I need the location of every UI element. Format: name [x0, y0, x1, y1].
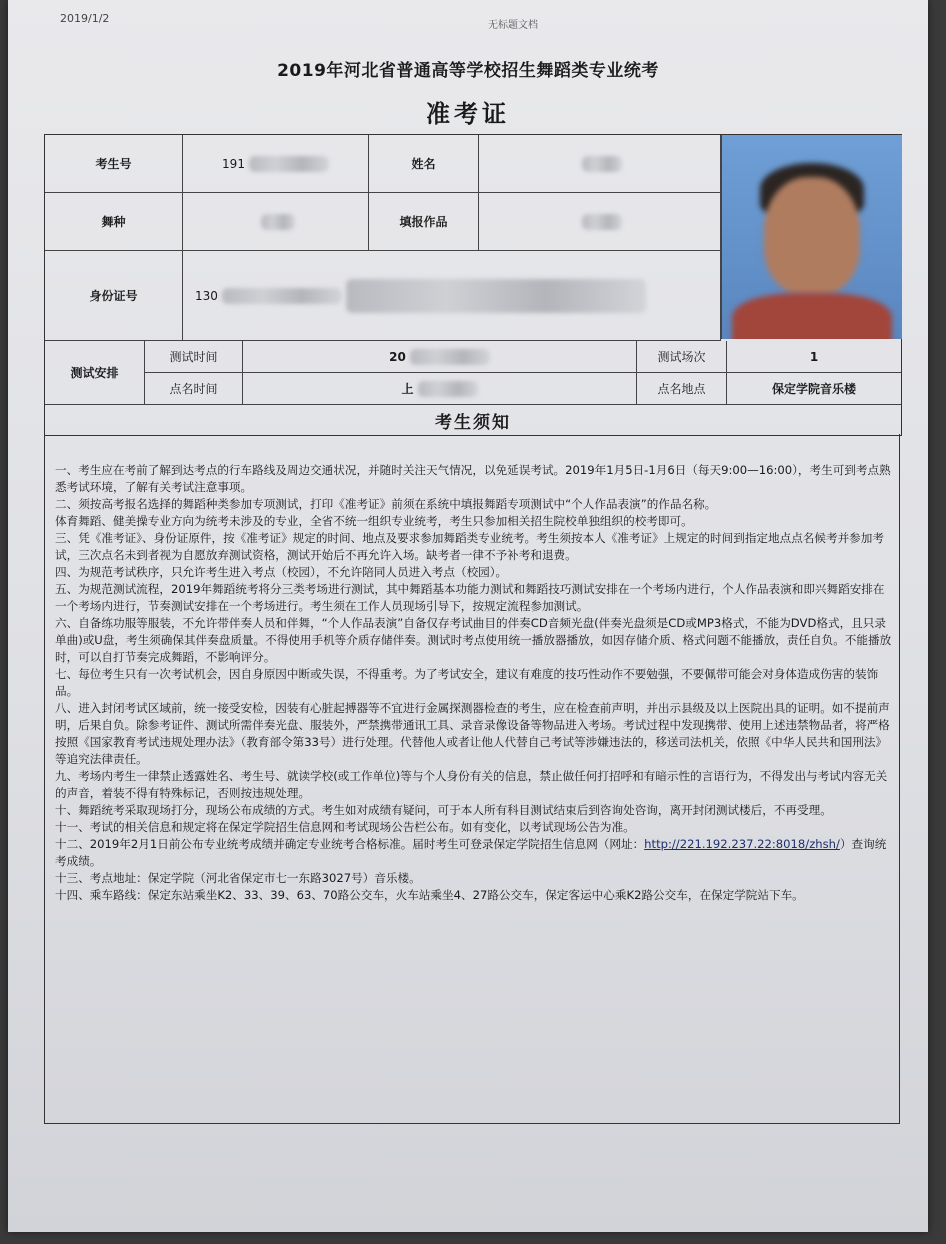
document-subtitle: 准考证	[426, 100, 510, 128]
redaction-blur	[582, 156, 622, 172]
test-time-text: 20	[389, 349, 406, 364]
roll-time-text: 上	[401, 382, 414, 396]
notice-item: 十三、考点地址：保定学院（河北省保定市七一东路3027号）音乐楼。	[55, 871, 421, 885]
notice-item: 十四、乘车路线：保定东站乘坐K2、33、39、63、70路公交车，火车站乘坐4、27路公交车，保定客运中心乘K2路公交车，在保定学院站下车。	[55, 888, 804, 902]
notice-item	[55, 836, 895, 870]
header-date: 2019/1/2	[60, 12, 110, 25]
name-value	[479, 135, 721, 193]
notice-title: 考生须知	[435, 412, 511, 433]
redaction-blur	[249, 156, 329, 172]
notice-item: 二、须按高考报名选择的舞蹈种类参加专项测试，打印《准考证》前须在系统中填报舞蹈专项测试中“个人作品表演”的作品名称。	[55, 497, 717, 511]
works-label: 填报作品	[369, 193, 479, 251]
redaction-blur	[410, 349, 490, 365]
notice-item: 四、为规范考试秩序，只允许考生进入考点（校园），不允许陪同人员进入考点（校园）。	[55, 565, 508, 579]
notice-item: 八、进入封闭考试区域前，统一接受安检，因装有心脏起搏器等不宜进行金属探测器检查的考生，应在检查前声明，并出示县级及以上医院出具的证明。如不提前声明，后果自负。除参考证件、测试所需伴奏光盘、服装外，严禁携带通讯工具、录音录像设备等物品进入考场。考试过程中发现携带、使用上述违禁物品者，将严格按照《国家教育考试违规处理办法》（教育部令第33号）进行处理。代替他人或者让他人代替自己考试等涉嫌违法的，移送司法机关，依照《中华人民共和国刑法》等追究法律责任。	[55, 701, 890, 766]
redaction-blur	[418, 381, 478, 397]
redaction-blur	[222, 288, 342, 304]
notice-item: 体育舞蹈、健美操专业方向为统考未涉及的专业，全省不统一组织专业统考，考生只参加相关招生院校单独组织的校考即可。	[55, 514, 693, 528]
document-title: 2019年河北省普通高等学校招生舞蹈类专业统考	[277, 61, 659, 81]
test-time-label: 测试时间	[145, 341, 243, 373]
id-value	[183, 251, 721, 341]
photo-face	[764, 177, 860, 295]
works-value	[479, 193, 721, 251]
redaction-blur	[261, 214, 295, 230]
session-label: 测试场次	[637, 341, 727, 373]
roll-place-value: 保定学院音乐楼	[727, 373, 901, 405]
roll-time-label: 点名时间	[145, 373, 243, 405]
candidate-photo	[721, 135, 902, 339]
admission-ticket-page	[8, 0, 928, 1232]
notice-item: 五、为规范测试流程，2019年舞蹈统考将分三类考场进行测试，其中舞蹈基本功能力测试和舞蹈技巧测试安排在一个考场内进行，个人作品表演和即兴舞蹈安排在一个考场内进行，节奏测试安排在一个考场进行。考生须在工作人员现场引导下，按规定流程参加测试。	[55, 582, 885, 613]
roll-time-value	[243, 373, 637, 405]
schedule-label: 测试安排	[45, 341, 145, 405]
header-doc-name: 无标题文档	[488, 20, 538, 31]
notice-item-suffix: ）查询统考成绩。	[55, 837, 887, 868]
notice-item: 七、每位考生只有一次考试机会，因自身原因中断或失误，不得重考。为了考试安全，建议有难度的技巧性动作不要勉强，不要佩带可能会对身体造成伤害的装饰品。	[55, 667, 879, 698]
notice-item: 十一、考试的相关信息和规定将在保定学院招生信息网和考试现场公告栏公布。如有变化，以考试现场公告为准。	[55, 820, 635, 834]
notice-item: 三、凭《准考证》、身份证原件，按《准考证》规定的时间、地点及要求参加舞蹈类专业统考。考生须按本人《准考证》上规定的时间到指定地点点名候考并参加考试，三次点名未到者视为自愿放弃测试资格，测试开始后不再允许入场。缺考者一律不予补考和退费。	[55, 531, 884, 562]
exam-no-text: 191	[222, 156, 245, 171]
dance-type-label: 舞种	[45, 193, 183, 251]
notice-body	[55, 462, 895, 904]
exam-no-value	[183, 135, 369, 193]
dance-type-value	[183, 193, 369, 251]
redaction-blur	[582, 214, 622, 230]
notice-section	[44, 434, 900, 1124]
id-label: 身份证号	[45, 251, 183, 341]
session-value: 1	[727, 341, 901, 373]
notice-item: 一、考生应在考前了解到达考点的行车路线及周边交通状况，并随时关注天气情况，以免延误考试。2019年1月5日-1月6日（每天9:00—16:00），考生可到考点熟悉考试环境，了解有关考试注意事项。	[55, 463, 891, 494]
roll-place-label: 点名地点	[637, 373, 727, 405]
photo-shirt	[732, 293, 892, 339]
notice-item-text: 十二、2019年2月1日前公布专业统考成绩并确定专业统考合格标准。届时考生可登录保定学院招生信息网（网址：	[55, 837, 645, 851]
name-label: 姓名	[369, 135, 479, 193]
notice-item: 十、舞蹈统考采取现场打分，现场公布成绩的方式。考生如对成绩有疑问，可于本人所有科目测试结束后到咨询处咨询，离开封闭测试楼后，不再受理。	[55, 803, 832, 817]
id-text: 130	[195, 288, 218, 303]
score-query-link[interactable]: http://221.192.237.22:8018/zhsh/	[644, 837, 840, 851]
candidate-info-table	[44, 134, 902, 436]
redaction-blur	[346, 279, 646, 313]
notice-item: 九、考场内考生一律禁止透露姓名、考生号、就读学校(或工作单位)等与个人身份有关的信息，禁止做任何打招呼和有暗示性的言语行为，不得发出与考试内容无关的声音，着装不得有特殊标记，否则按违规处理。	[55, 769, 888, 800]
test-time-value	[243, 341, 637, 373]
notice-item: 六、自备练功服等服装，不允许带伴奏人员和伴舞，“个人作品表演”自备仅存考试曲目的伴奏CD音频光盘(伴奏光盘须是CD或MP3格式，不能为DVD格式，且只录单曲)或U盘，考生须确保其伴奏盘质量。不得使用手机等介质存储伴奏。测试时考点使用统一播放器播放，如因存储介质、格式问题不能播放，责任自负。不能播放时，可以自打节奏完成舞蹈，不影响评分。	[55, 616, 892, 664]
exam-no-label: 考生号	[45, 135, 183, 193]
